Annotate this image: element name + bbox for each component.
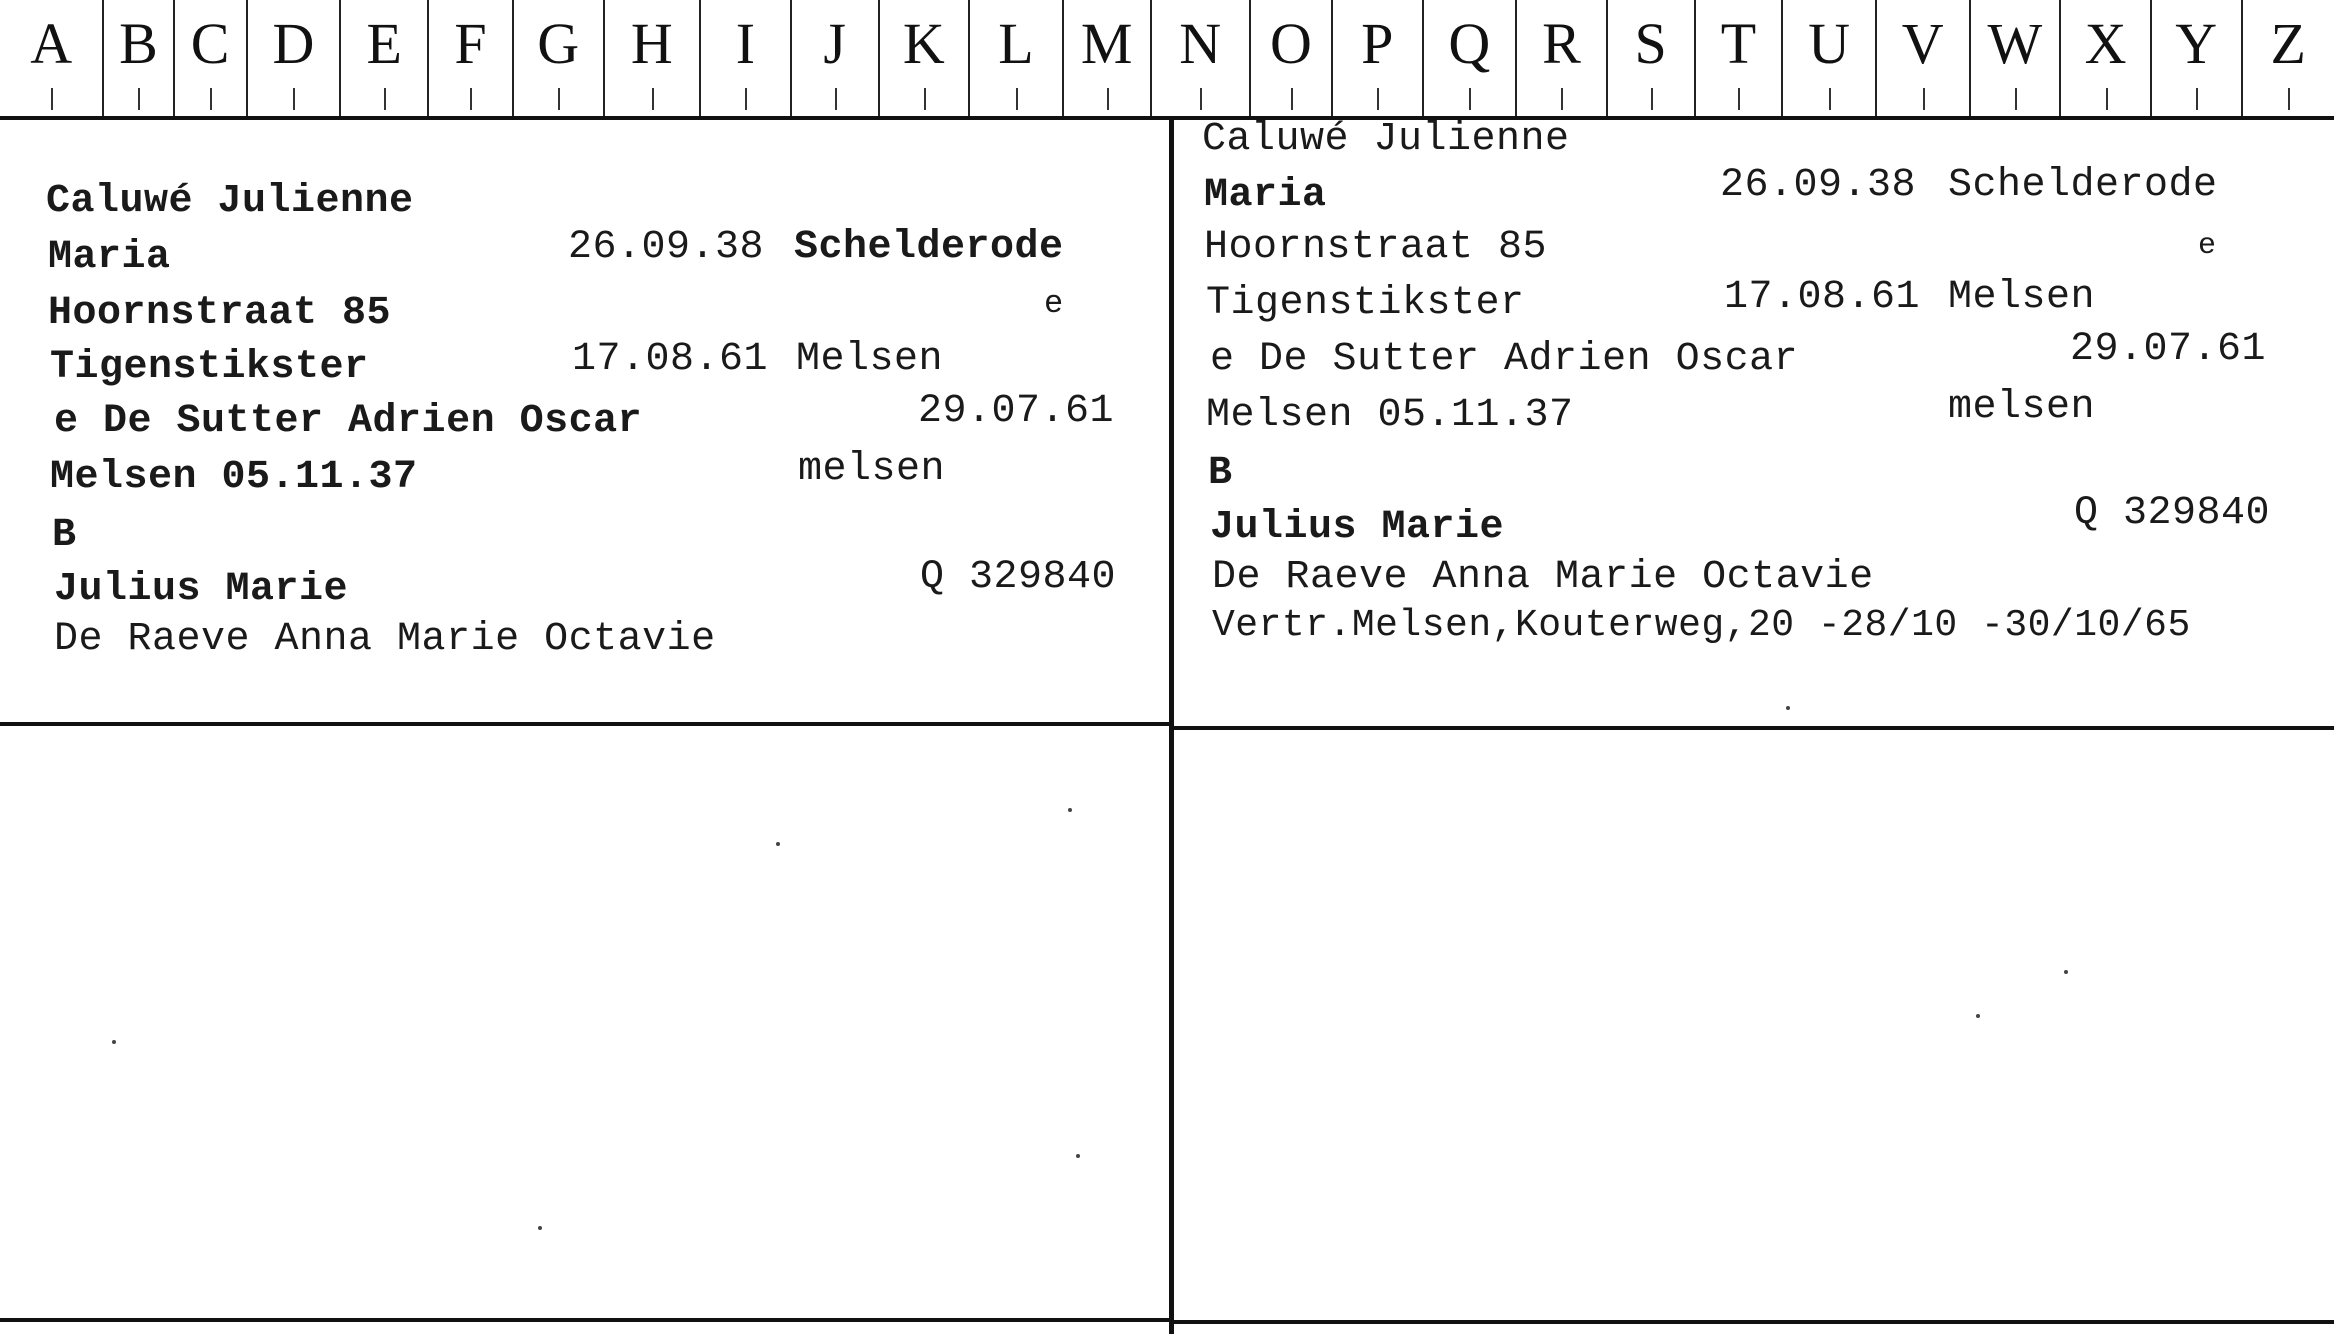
alphabet-tick <box>2106 88 2108 110</box>
alphabet-tick <box>2288 88 2290 110</box>
alphabet-tick <box>2015 88 2017 110</box>
right-marriage-date: 17.08.61 <box>1724 275 1921 320</box>
alphabet-letter-r: R <box>1515 0 1606 116</box>
right-departure-note: Vertr.Melsen,Kouterweg,20 -28/10 -30/10/65 <box>1212 604 2191 647</box>
alphabet-letter-j: J <box>790 0 878 116</box>
alphabet-letter-e: E <box>339 0 427 116</box>
scan-speck <box>2064 970 2068 974</box>
alphabet-letter-o: O <box>1249 0 1331 116</box>
alphabet-tick <box>51 88 53 110</box>
left-father: Julius Marie <box>54 567 349 612</box>
alphabet-letter-v: V <box>1875 0 1969 116</box>
alphabet-letter-u: U <box>1781 0 1875 116</box>
scan-speck <box>538 1226 542 1230</box>
right-address-suffix: e <box>2198 229 2217 263</box>
left-marriage-date: 17.08.61 <box>572 337 769 382</box>
left-spouse: e De Sutter Adrien Oscar <box>54 399 643 444</box>
alphabet-letter-f: F <box>427 0 512 116</box>
alphabet-tick <box>745 88 747 110</box>
right-spouse-date: 29.07.61 <box>2070 327 2267 372</box>
alphabet-letter-b: B <box>102 0 172 116</box>
alphabet-letter-n: N <box>1150 0 1249 116</box>
alphabet-tick <box>835 88 837 110</box>
left-spouse-birth: Melsen 05.11.37 <box>50 455 418 500</box>
alphabet-tick <box>470 88 472 110</box>
alphabet-letter-g: G <box>512 0 603 116</box>
alphabet-letter-w: W <box>1969 0 2060 116</box>
alphabet-tick <box>1469 88 1471 110</box>
alphabet-letter-s: S <box>1606 0 1694 116</box>
alphabet-tick <box>1291 88 1293 110</box>
left-address: Hoornstraat 85 <box>48 291 392 336</box>
alphabet-letter-x: X <box>2059 0 2150 116</box>
page-bottom-rule-left <box>0 1318 1169 1322</box>
left-occupation: Tigenstikster <box>50 345 369 390</box>
alphabet-tick <box>1829 88 1831 110</box>
left-birth-date: 26.09.38 <box>568 225 765 270</box>
right-spouse-place: melsen <box>1948 385 2096 430</box>
alphabet-tick <box>1107 88 1109 110</box>
left-name-line2: Maria <box>48 235 171 280</box>
alphabet-letter-c: C <box>173 0 246 116</box>
alphabet-letter-l: L <box>968 0 1062 116</box>
alphabet-letter-p: P <box>1331 0 1422 116</box>
alphabet-index-strip <box>0 0 2334 120</box>
page-bottom-rule-right <box>1174 1320 2334 1324</box>
left-birth-place: Schelderode <box>794 225 1064 270</box>
right-status-letter: B <box>1208 451 1233 496</box>
scan-speck <box>1976 1014 1980 1018</box>
alphabet-letter-d: D <box>246 0 340 116</box>
left-address-suffix: e <box>1044 285 1064 322</box>
right-father: Julius Marie <box>1210 505 1505 550</box>
alphabet-letter-a: A <box>0 0 102 116</box>
scan-speck <box>776 842 780 846</box>
alphabet-tick <box>652 88 654 110</box>
left-spouse-date: 29.07.61 <box>918 389 1115 434</box>
alphabet-tick <box>1016 88 1018 110</box>
alphabet-tick <box>558 88 560 110</box>
left-mother: De Raeve Anna Marie Octavie <box>54 617 716 662</box>
alphabet-tick <box>210 88 212 110</box>
left-id-number: Q 329840 <box>920 555 1117 600</box>
right-address: Hoornstraat 85 <box>1204 225 1548 270</box>
alphabet-tick <box>2196 88 2198 110</box>
alphabet-tick <box>293 88 295 110</box>
right-name-line1: Caluwé Julienne <box>1202 117 1570 162</box>
right-marriage-place: Melsen <box>1948 275 2096 320</box>
left-spouse-place: melsen <box>798 447 946 492</box>
alphabet-letter-y: Y <box>2150 0 2241 116</box>
left-name-line1: Caluwé Julienne <box>46 179 414 224</box>
alphabet-tick <box>138 88 140 110</box>
right-id-number: Q 329840 <box>2074 491 2271 536</box>
scan-speck <box>1076 1154 1080 1158</box>
alphabet-tick <box>1200 88 1202 110</box>
left-card-bottom-rule <box>0 722 1169 726</box>
scan-speck <box>1786 706 1790 710</box>
alphabet-tick <box>924 88 926 110</box>
left-marriage-place: Melsen <box>796 337 944 382</box>
right-birth-place: Schelderode <box>1948 163 2218 208</box>
right-occupation: Tigenstikster <box>1206 281 1525 326</box>
alphabet-letter-k: K <box>878 0 969 116</box>
alphabet-tick <box>1923 88 1925 110</box>
alphabet-tick <box>1377 88 1379 110</box>
scan-speck <box>1068 808 1072 812</box>
right-name-line2: Maria <box>1204 173 1327 218</box>
alphabet-letter-m: M <box>1062 0 1150 116</box>
right-spouse-birth: Melsen 05.11.37 <box>1206 393 1574 438</box>
alphabet-tick <box>1651 88 1653 110</box>
right-birth-date: 26.09.38 <box>1720 163 1917 208</box>
alphabet-letter-i: I <box>699 0 790 116</box>
right-spouse: e De Sutter Adrien Oscar <box>1210 337 1799 382</box>
alphabet-letter-t: T <box>1694 0 1782 116</box>
alphabet-tick <box>384 88 386 110</box>
scan-speck <box>112 1040 116 1044</box>
alphabet-letter-q: Q <box>1422 0 1516 116</box>
right-mother: De Raeve Anna Marie Octavie <box>1212 555 1874 600</box>
left-status-letter: B <box>52 513 77 558</box>
alphabet-tick <box>1561 88 1563 110</box>
alphabet-tick <box>1738 88 1740 110</box>
right-card-bottom-rule <box>1174 726 2334 730</box>
alphabet-letter-z: Z <box>2241 0 2334 116</box>
alphabet-letter-h: H <box>603 0 700 116</box>
